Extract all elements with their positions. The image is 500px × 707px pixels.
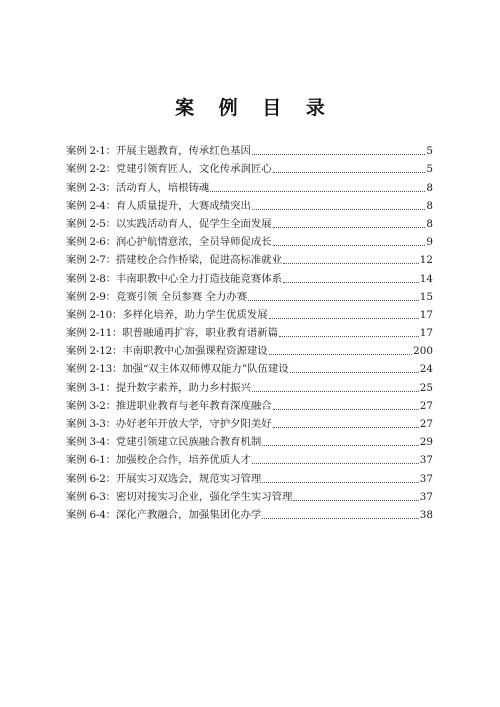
toc-entry-page-number: 17 bbox=[419, 308, 433, 321]
toc-entry-page-number: 5 bbox=[426, 163, 433, 176]
toc-entry-label: 案例 2-6： bbox=[66, 236, 116, 249]
toc-entry[interactable] bbox=[66, 395, 433, 413]
toc-entry-label: 案例 2-3： bbox=[66, 181, 116, 194]
toc-entry-page-number: 37 bbox=[419, 472, 433, 485]
toc-entry-title: 提升数字素养，助力乡村振兴 bbox=[115, 381, 251, 394]
toc-entry-title: 润心护航情意浓，全员导师促成长 bbox=[115, 236, 272, 249]
toc-entry-page-number: 9 bbox=[426, 236, 433, 249]
toc-entry-title: 办好老年开放大学，守护夕阳美好 bbox=[115, 418, 272, 430]
dot-leader bbox=[273, 171, 426, 173]
dot-leader bbox=[210, 190, 425, 192]
toc-entry[interactable] bbox=[66, 231, 433, 249]
page-title: 案 例 目 录 bbox=[175, 97, 334, 119]
toc-entry-page-number: 38 bbox=[419, 508, 433, 521]
toc-entry-page-number: 12 bbox=[419, 254, 433, 267]
toc-entry-label: 案例 6-1： bbox=[66, 454, 116, 467]
toc-entry-label: 案例 6-2： bbox=[66, 472, 116, 485]
toc-entry-label: 案例 6-4： bbox=[66, 508, 116, 521]
toc-entry-page-number: 15 bbox=[419, 290, 433, 303]
toc-entry[interactable] bbox=[66, 358, 433, 376]
toc-entry[interactable] bbox=[66, 304, 433, 322]
toc-entry-title: 丰南职教中心加强课程资源建设 bbox=[122, 345, 268, 358]
toc-entry-page-number: 27 bbox=[419, 418, 433, 430]
dot-leader bbox=[252, 390, 419, 392]
toc-entry-label: 案例 2-2： bbox=[66, 163, 116, 176]
toc-entry-page-number: 8 bbox=[426, 217, 433, 230]
toc-entry-title: 活动育人，培根铸魂 bbox=[115, 181, 210, 194]
dot-leader bbox=[262, 481, 418, 483]
dot-leader bbox=[279, 335, 419, 337]
toc-entry-label: 案例 2-4： bbox=[66, 199, 116, 212]
toc-entry-page-number: 29 bbox=[419, 436, 433, 449]
toc-entry-page-number: 25 bbox=[419, 381, 433, 394]
toc-entry[interactable] bbox=[66, 140, 433, 158]
toc-entry[interactable] bbox=[66, 431, 433, 449]
toc-entry-title: 深化产教融合，加强集团化办学 bbox=[115, 508, 262, 521]
toc-entry-title: 开展主题教育，传承红色基因 bbox=[115, 145, 251, 158]
toc-entry[interactable] bbox=[66, 340, 433, 358]
dot-leader bbox=[283, 281, 419, 283]
toc-entry-title: 密切对接实习企业，强化学生实习管理 bbox=[115, 490, 293, 503]
toc-entry-label: 案例 2-13： bbox=[66, 363, 123, 376]
dot-leader bbox=[283, 262, 419, 264]
toc-entry-title: 竞赛引领 全员参赛 全力办赛 bbox=[115, 290, 248, 303]
toc-entry-label: 案例 2-9： bbox=[66, 290, 116, 303]
toc-entry-label: 案例 3-4： bbox=[66, 436, 116, 449]
toc-entry-label: 案例 2-10： bbox=[66, 308, 123, 321]
toc-entry-title: 加强“双主体双师傅双能力”队伍建设 bbox=[122, 363, 289, 376]
toc-entry-label: 案例 2-7： bbox=[66, 254, 116, 267]
dot-leader bbox=[252, 153, 425, 155]
toc-entry-label: 案例 6-3： bbox=[66, 490, 116, 503]
toc-entry[interactable] bbox=[66, 158, 433, 176]
toc-entry-page-number: 24 bbox=[419, 363, 433, 376]
toc-entry-page-number: 17 bbox=[419, 327, 433, 340]
toc-entry-label: 案例 3-1： bbox=[66, 381, 116, 394]
toc-entry-title: 开展实习双选会，规范实习管理 bbox=[115, 472, 262, 485]
toc-entry-page-number: 37 bbox=[419, 454, 433, 467]
toc-entry-title: 推进职业教育与老年教育深度融合 bbox=[115, 399, 272, 412]
dot-leader bbox=[269, 317, 419, 319]
toc-entry-label: 案例 2-8： bbox=[66, 272, 116, 285]
toc-entry-label: 案例 2-11： bbox=[66, 327, 123, 340]
toc-entry-page-number: 200 bbox=[413, 345, 433, 358]
toc-entry[interactable] bbox=[66, 249, 433, 267]
dot-leader bbox=[293, 499, 418, 501]
dot-leader bbox=[273, 226, 426, 228]
toc-entry-title: 党建引领育匠人，文化传承润匠心 bbox=[115, 163, 272, 176]
toc-entry[interactable] bbox=[66, 467, 433, 485]
toc-entry-title: 育人质量提升，大赛成绩突出 bbox=[115, 199, 251, 212]
toc-entry[interactable] bbox=[66, 176, 433, 194]
toc-entry-page-number: 8 bbox=[426, 199, 433, 212]
dot-leader bbox=[273, 426, 419, 428]
toc-entry-title: 多样化培养，助力学生优质发展 bbox=[122, 308, 268, 321]
toc-entry-page-number: 5 bbox=[426, 145, 433, 158]
toc-entry[interactable] bbox=[66, 486, 433, 504]
toc-entry-title: 以实践活动育人，促学生全面发展 bbox=[115, 217, 272, 230]
toc-entry-title: 加强校企合作，培养优质人才 bbox=[115, 454, 251, 467]
toc-entry[interactable] bbox=[66, 322, 433, 340]
dot-leader bbox=[248, 299, 419, 301]
dot-leader bbox=[252, 208, 425, 210]
dot-leader bbox=[273, 244, 426, 246]
toc-entry-title: 职普融通再扩容，职业教育谱新篇 bbox=[122, 327, 279, 340]
toc-entry[interactable] bbox=[66, 213, 433, 231]
toc-entry-title: 丰南职教中心全力打造技能竞赛体系 bbox=[115, 272, 283, 285]
toc-entry-label: 案例 2-12： bbox=[66, 345, 123, 358]
toc-entry[interactable] bbox=[66, 195, 433, 213]
toc-entry-title: 党建引领建立民族融合教育机制 bbox=[115, 436, 262, 449]
toc-entry[interactable] bbox=[66, 286, 433, 304]
toc-entry[interactable] bbox=[66, 504, 433, 522]
dot-leader bbox=[273, 408, 419, 410]
dot-leader bbox=[269, 353, 412, 355]
toc-entry-label: 案例 2-1： bbox=[66, 145, 116, 158]
toc-entry-label: 案例 3-3： bbox=[66, 418, 116, 430]
toc-entry-page-number: 37 bbox=[419, 490, 433, 503]
toc-entry-page-number: 14 bbox=[419, 272, 433, 285]
toc-entry-page-number: 8 bbox=[426, 181, 433, 194]
toc-entry[interactable] bbox=[66, 267, 433, 285]
toc-entry-label: 案例 2-5： bbox=[66, 217, 116, 230]
toc-entry[interactable] bbox=[66, 449, 433, 467]
toc-entry[interactable] bbox=[66, 413, 433, 431]
toc-entry[interactable] bbox=[66, 376, 433, 394]
toc-entry-page-number: 27 bbox=[419, 399, 433, 412]
toc-entry-label: 案例 3-2： bbox=[66, 399, 116, 412]
dot-leader bbox=[252, 462, 419, 464]
dot-leader bbox=[262, 517, 418, 519]
toc-entry-title: 搭建校企合作桥梁，促进高标准就业 bbox=[115, 254, 283, 267]
dot-leader bbox=[262, 444, 418, 446]
table-of-contents bbox=[66, 140, 433, 522]
dot-leader bbox=[290, 371, 419, 373]
